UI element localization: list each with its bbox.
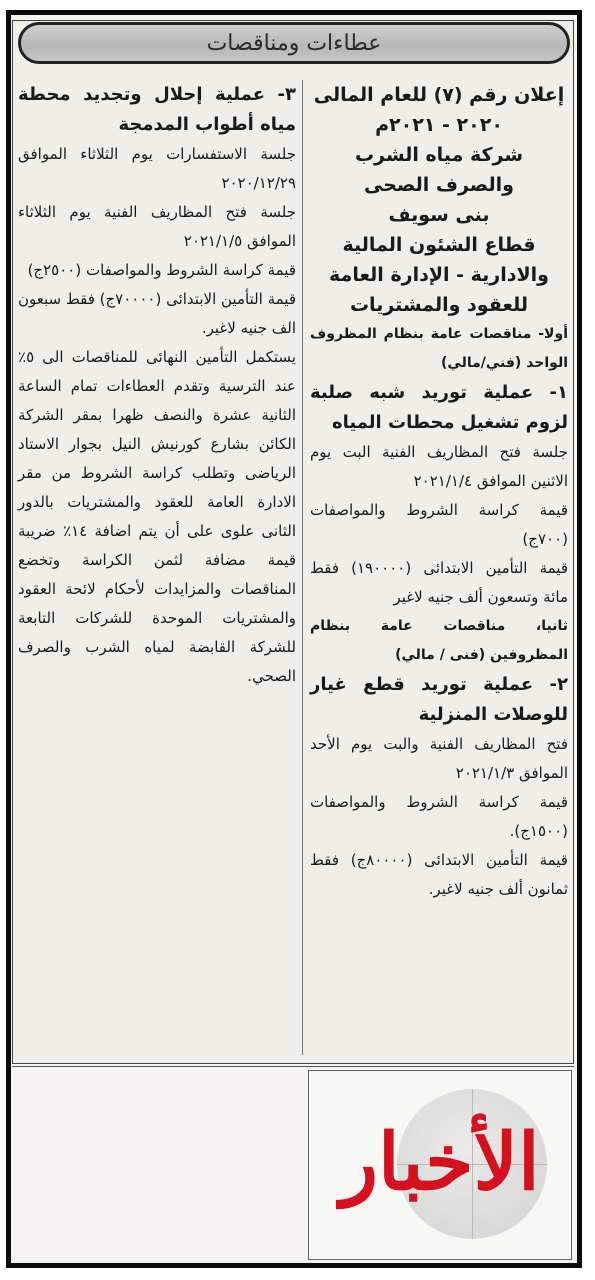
operation-3-insurance: قيمة التأمين الابتدائى (٧٠٠٠٠ج) فقط سبعون الف جنيه لاغير. <box>18 290 296 337</box>
operation-2-title: ٢- عملية توريد قطع غيار للوصلات المنزلية <box>310 674 568 725</box>
operation-2-price: قيمة كراسة الشروط والمواصفات (١٥٠٠ج). <box>310 793 568 840</box>
bottom-divider <box>12 1066 574 1067</box>
operation-1-price: قيمة كراسة الشروط والمواصفات (٧٠٠ج) <box>310 501 568 548</box>
section-header <box>18 22 570 64</box>
operation-1-insurance: قيمة التأمين الابتدائى (١٩٠٠٠٠) فقط مائة وتسعون ألف جنيه لاغير <box>310 559 568 606</box>
operation-3-title: ٣- عملية إحلال وتجديد محطة مياه أطواب المدمجة <box>18 84 296 135</box>
operation-1-title: ١- عملية توريد شبه صلبة لزوم تشغيل محطات المياه <box>310 382 568 433</box>
column-divider <box>302 80 303 1055</box>
left-column <box>18 80 296 1060</box>
announcement-number: إعلان رقم (٧) للعام المالى ٢٠٢٠ - ٢٠٢١م <box>313 84 565 136</box>
company-city: بنى سويف <box>388 204 490 226</box>
section-title: عطاءات ومناقصات <box>206 30 382 56</box>
operation-2-insurance: قيمة التأمين الابتدائى (٨٠٠٠٠ج) فقط ثمانون ألف جنيه لاغير. <box>310 851 568 898</box>
operation-3-session: جلسة فتح المظاريف الفنية يوم الثلاثاء الموافق ٢٠٢١/١/٥ <box>18 203 296 250</box>
operation-1-session: جلسة فتح المظاريف الفنية البت يوم الاثنين الموافق ٢٠٢١/١/٤ <box>310 443 568 490</box>
sector-line3: للعقود والمشتريات <box>349 294 529 316</box>
newspaper-logo: الأخبار <box>340 1117 540 1208</box>
company-name-line1: شركة مياه الشرب <box>354 144 524 166</box>
operation-2-session: فتح المظاريف الفنية والبت يوم الأحد الموافق ٢٠٢١/١/٣ <box>310 735 568 782</box>
newspaper-logo-box <box>308 1070 572 1260</box>
second-category: ثانيا، مناقصات عامة بنظام المظروفين (فنى / مالي) <box>310 618 568 663</box>
company-name-line2: والصرف الصحى <box>364 174 514 196</box>
operation-3-inquiry: جلسة الاستفسارات يوم الثلاثاء الموافق ٢٠٢٠/١٢/٢٩ <box>18 145 296 192</box>
sector-line1: قطاع الشئون المالية <box>342 234 536 256</box>
right-column <box>310 80 568 1060</box>
first-category: أولا- مناقصات عامة بنظام المظروف الواحد (فني/مالي) <box>310 326 568 371</box>
operation-3-price: قيمة كراسة الشروط والمواصفات (٢٥٠٠ج) <box>27 261 296 279</box>
terms-paragraph: يستكمل التأمين النهائى للمناقصات الى ٥٪ عند الترسية وتقدم العطاءات تمام الساعة الثانية عشرة والنصف ظهرا بمقر الشركة الكائن بشارع كورنيش النيل بجوار الاستاد الرياضى وتطلب كراسة الشروط من مقر الادارة العامة للعقود والمشتريات بالدور الثانى علوى على أن يتم اضافة ١٤٪ ضريبة قيمة مضافة لثمن الكراسة وتخضع المناقصات والمزايدات لأحكام لائحة العقود والمشتريات الموحدة للشركات التابعة للشركة القابضة لمياه الشرب والصرف الصحي. <box>18 348 296 685</box>
sector-line2: والادارية - الإدارة العامة <box>329 264 549 286</box>
